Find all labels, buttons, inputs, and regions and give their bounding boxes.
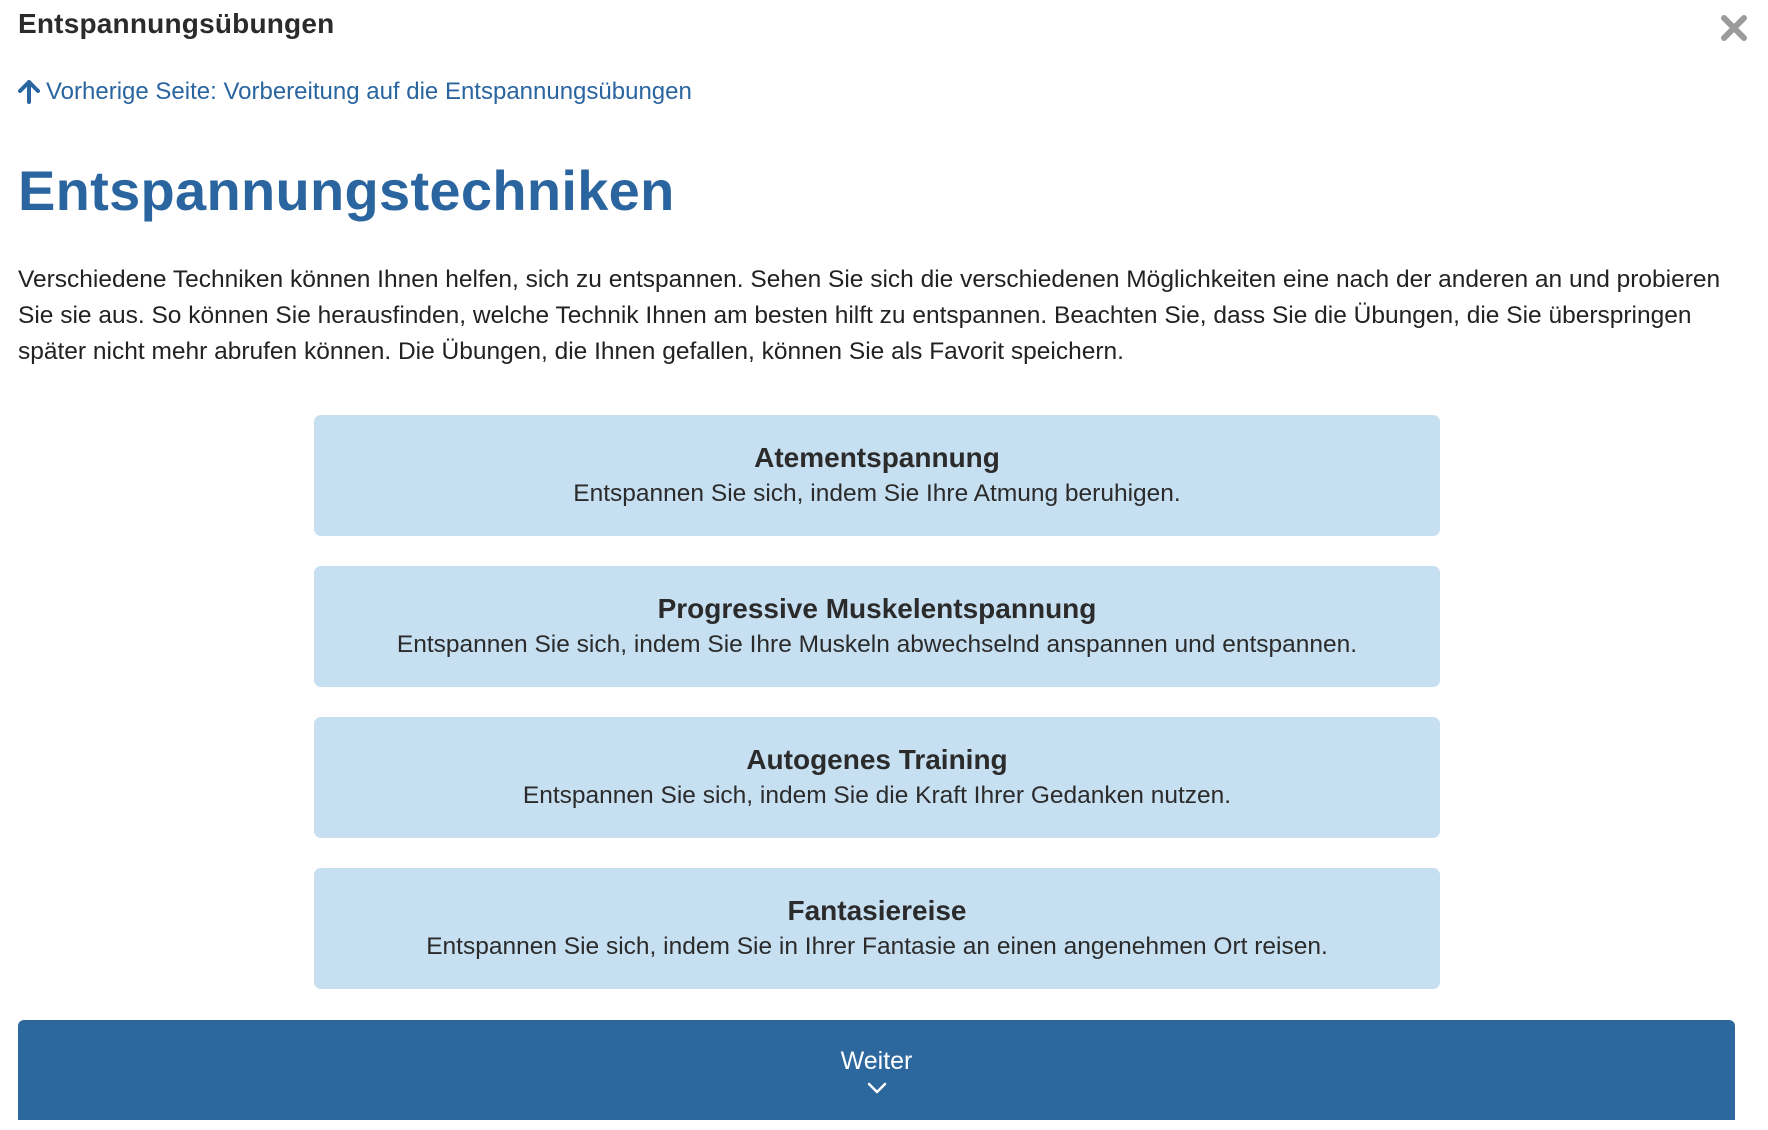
- technique-card-atementspannung[interactable]: [314, 415, 1440, 536]
- technique-title: Progressive Muskelentspannung: [657, 592, 1097, 624]
- technique-title: Atementspannung: [754, 441, 1000, 473]
- next-button-label: Weiter: [840, 1047, 913, 1075]
- close-icon: [1719, 13, 1749, 43]
- previous-page-label: Vorherige Seite: Vorbereitung auf die Entspannungsübungen: [46, 78, 692, 105]
- window-title: Entspannungsübungen: [18, 8, 335, 39]
- technique-description: Entspannen Sie sich, indem Sie die Kraft Ihrer Gedanken nutzen.: [522, 781, 1232, 809]
- previous-page-link[interactable]: [18, 78, 692, 106]
- page-heading: Entspannungstechniken: [18, 159, 675, 222]
- technique-description: Entspannen Sie sich, indem Sie in Ihrer Fantasie an einen angenehmen Ort reisen.: [426, 932, 1328, 960]
- technique-card-progressive-muskelentspannung[interactable]: [314, 566, 1440, 687]
- arrow-up-icon: [18, 80, 40, 104]
- close-button[interactable]: [1714, 8, 1754, 48]
- next-button[interactable]: [18, 1020, 1735, 1120]
- intro-text: Verschiedene Techniken können Ihnen helfen, sich zu entspannen. Sehen Sie sich die verschiedenen Möglichkeiten eine nach der anderen an und probieren Sie sie aus. So können Sie herausfinden, welche Technik Ihnen am besten hilft zu entspannen. Beachten Sie, dass Sie die Übungen, die Sie überspringen später nicht mehr abrufen können. Die Übungen, die Ihnen gefallen, können Sie als Favorit speichern.: [18, 266, 1721, 365]
- technique-description: Entspannen Sie sich, indem Sie Ihre Muskeln abwechselnd anspannen und entspannen.: [396, 630, 1358, 658]
- chevron-down-icon: [866, 1081, 888, 1095]
- technique-title: Autogenes Training: [746, 743, 1008, 775]
- technique-card-autogenes-training[interactable]: [314, 717, 1440, 838]
- technique-list: [314, 415, 1440, 1019]
- technique-description: Entspannen Sie sich, indem Sie Ihre Atmung beruhigen.: [573, 479, 1181, 507]
- technique-title: Fantasiereise: [787, 894, 967, 926]
- technique-card-fantasiereise[interactable]: [314, 868, 1440, 989]
